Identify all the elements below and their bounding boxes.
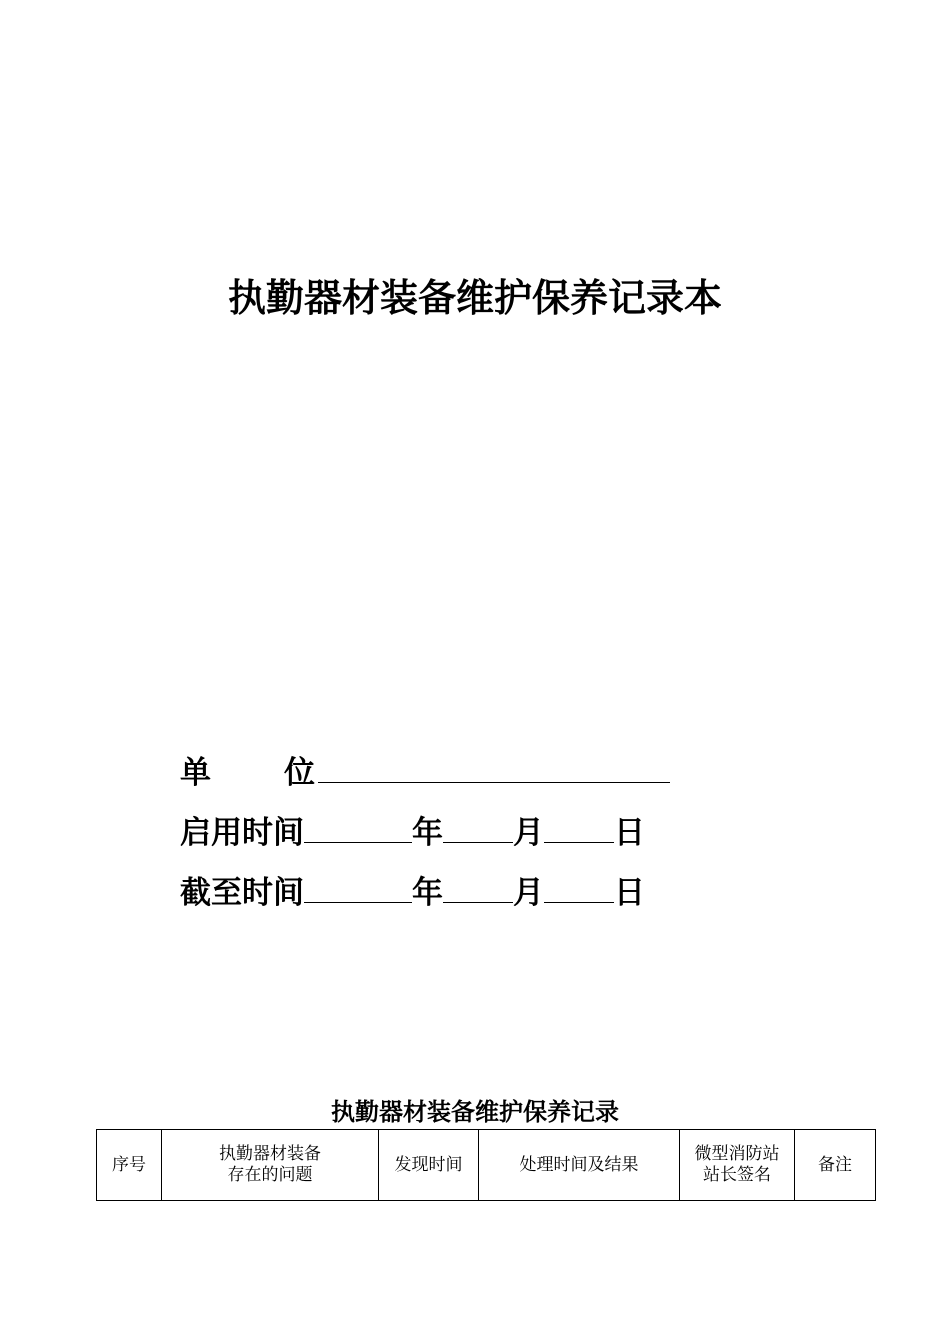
end-month-label: 月 xyxy=(513,875,544,911)
header-discovery-time xyxy=(379,1130,479,1201)
header-line: 微型消防站 xyxy=(694,1144,780,1164)
start-date-row xyxy=(180,800,670,860)
end-day-blank[interactable] xyxy=(544,860,614,903)
header-station-chief-signature xyxy=(680,1130,795,1201)
header-handling-time-result xyxy=(479,1130,680,1201)
start-month-blank[interactable] xyxy=(443,800,513,843)
header-line: 存在的问题 xyxy=(227,1165,313,1185)
start-day-label: 日 xyxy=(614,815,645,851)
header-line: 处理时间及结果 xyxy=(519,1154,639,1175)
start-year-blank[interactable] xyxy=(304,800,412,843)
end-year-label: 年 xyxy=(412,875,443,911)
start-month-label: 月 xyxy=(513,815,544,851)
record-title: 执勤器材装备维护保养记录 xyxy=(331,1097,619,1126)
document-title: 执勤器材装备维护保养记录本 xyxy=(227,275,722,320)
header-line: 备注 xyxy=(818,1154,852,1175)
start-year-label: 年 xyxy=(412,815,443,851)
start-date-label: 启用时间 xyxy=(180,815,304,851)
header-line: 执勤器材装备 xyxy=(219,1144,321,1164)
unit-blank-line[interactable] xyxy=(318,740,670,783)
header-remarks xyxy=(795,1130,876,1201)
header-equipment-issue xyxy=(162,1130,379,1201)
end-day-label: 日 xyxy=(614,875,645,911)
record-table-header-row xyxy=(97,1130,876,1201)
end-year-blank[interactable] xyxy=(304,860,412,903)
unit-label-part1: 单 xyxy=(180,755,211,791)
start-day-blank[interactable] xyxy=(544,800,614,843)
info-block xyxy=(180,740,670,920)
end-date-row xyxy=(180,860,670,920)
unit-label-part2: 位 xyxy=(284,755,315,791)
header-line: 站长签名 xyxy=(703,1165,771,1185)
end-month-blank[interactable] xyxy=(443,860,513,903)
header-line: 序号 xyxy=(112,1154,146,1175)
record-table xyxy=(96,1129,876,1201)
end-date-label: 截至时间 xyxy=(180,875,304,911)
header-line: 发现时间 xyxy=(394,1154,463,1175)
header-serial-number xyxy=(97,1130,162,1201)
unit-row xyxy=(180,740,670,800)
